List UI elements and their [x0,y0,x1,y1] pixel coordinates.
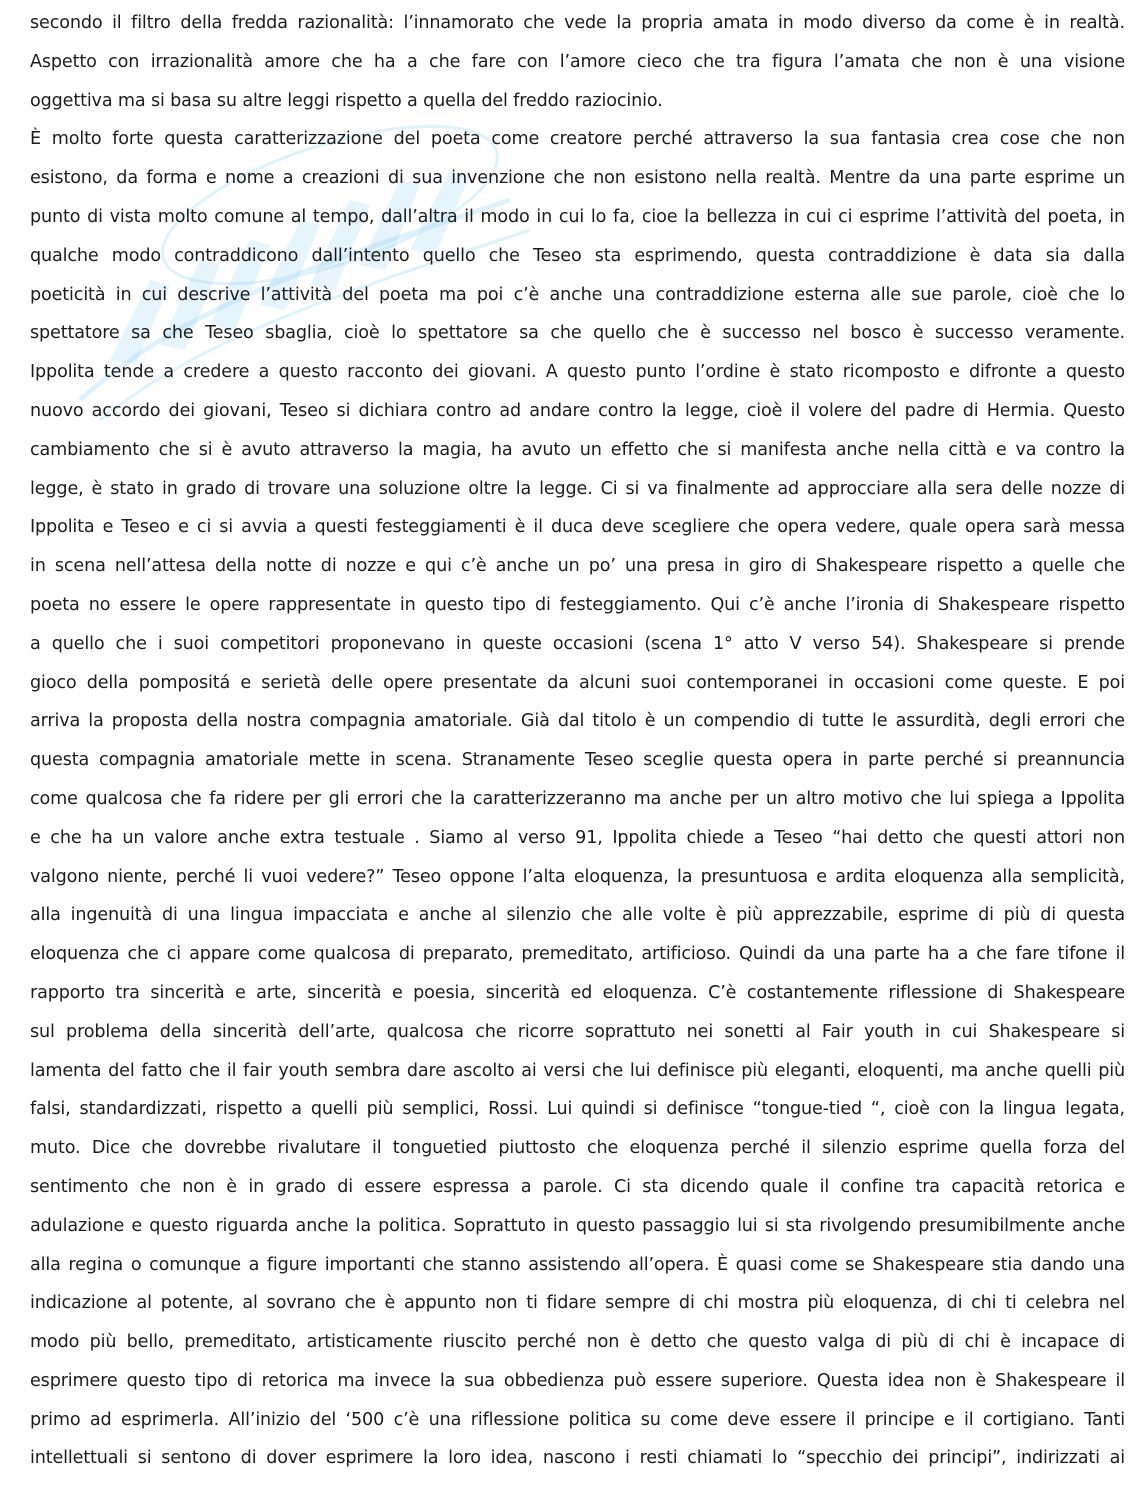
text-line: valgono niente, perché li vuoi vedere?” Teseo oppone l’alta eloquenza, la presuntuosa e ardita eloquenza alla semplicità, [30,866,1125,887]
text-line: rapporto tra sincerità e arte, sincerità e poesia, sincerità ed eloquenza. C’è costantemente riflessione di Shakespeare [30,982,1125,1003]
text-line: nuovo accordo dei giovani, Teseo si dichiara contro ad andare contro la legge, cioè il volere del padre di Hermia. Questo [30,400,1125,421]
text-line: muto. Dice che dovrebbe rivalutare il tonguetied piuttosto che eloquenza perché il silenzio esprime quella forza del [30,1138,1125,1159]
text-line: secondo il filtro della fredda razionalità: l’innamorato che vede la propria amata in modo diverso da come è in realtà. [30,13,1125,33]
text-line: a quello che i suoi competitori proponevano in queste occasioni (scena 1° atto V verso 54). Shakespeare si prende [30,633,1125,654]
text-line: poeticità in cui descrive l’attività del poeta ma poi c’è anche una contraddizione esterna alle sue parole, cioè che lo [30,284,1125,305]
text-line: Aspetto con irrazionalità amore che ha a che fare con l’amore cieco che tra figura l’amata che non è una visione [30,51,1125,72]
text-line: alla ingenuità di una lingua impacciata e anche al silenzio che alle volte è più apprezzabile, esprime di più di questa [30,905,1125,926]
text-line: eloquenza che ci appare come qualcosa di preparato, premeditato, artificioso. Quindi da una parte ha a che fare tifone il [30,944,1125,965]
text-line: gioco della pompositá e serietà delle opere presentate da alcuni suoi contemporanei in occasioni come queste. E poi [30,672,1125,693]
text-line: come qualcosa che fa ridere per gli errori che la caratterizzeranno ma anche per un altro motivo che lui spiega a Ippolita [30,788,1125,809]
text-line: lamenta del fatto che il fair youth sembra dare ascolto ai versi che lui definisce più eleganti, eloquenti, ma anche quelli più [30,1060,1125,1081]
text-line: intellettuali si sentono di dover esprimere la loro idea, nascono i resti chiamati lo “specchio dei principi”, indirizzati ai [30,1448,1125,1469]
text-line: primo ad esprimerla. All’inizio del ‘500 c’è una riflessione politica su come deve essere il principe e il cortigiano. Tanti [30,1409,1125,1430]
document-body [30,4,1125,1478]
text-line: indicazione al potente, al sovrano che è appunto non ti fidare sempre di chi mostra più eloquenza, di chi ti celebra nel [30,1293,1125,1314]
text-line: Ippolita tende a credere a questo racconto dei giovani. A questo punto l’ordine è stato ricomposto e difronte a questo [30,362,1125,383]
text-line: questa compagnia amatoriale mette in scena. Stranamente Teseo sceglie questa opera in parte perché si preannuncia [30,750,1125,771]
text-line: falsi, standardizzati, rispetto a quelli più semplici, Rossi. Lui quindi si definisce “tongue-tied “, cioè con la lingua legata, [30,1099,1125,1120]
text-line: sul problema della sincerità dell’arte, qualcosa che ricorre soprattuto nei sonetti al Fair youth in cui Shakespeare si [30,1021,1125,1042]
text-line: poeta no essere le opere rappresentate in questo tipo di festeggiamento. Qui c’è anche l’ironia di Shakespeare rispetto [30,594,1125,615]
text-line: È molto forte questa caratterizzazione del poeta come creatore perché attraverso la sua fantasia crea cose che non [30,129,1125,150]
text-line: oggettiva ma si basa su altre leggi rispetto a quella del freddo raziocinio. [30,90,663,111]
text-line: spettatore sa che Teseo sbaglia, cioè lo spettatore sa che quello che è successo nel bosco è successo veramente. [30,323,1125,344]
text-line: esistono, da forma e nome a creazioni di sua invenzione che non esistono nella realtà. Mentre da una parte esprime un [30,168,1125,189]
text-line: e che ha un valore anche extra testuale . Siamo al verso 91, Ippolita chiede a Teseo “hai detto che questi attori non [30,827,1125,848]
text-line: legge, è stato in grado di trovare una soluzione oltre la legge. Ci si va finalmente ad approcciare alla sera delle nozze di [30,478,1125,499]
text-line: in scena nell’attesa della notte di nozze e qui c’è anche un po’ una presa in giro di Shakespeare rispetto a quelle che [30,556,1125,577]
text-line: alla regina o comunque a figure importanti che stanno assistendo all’opera. È quasi come se Shakespeare stia dando una [30,1254,1125,1275]
text-line: Ippolita e Teseo e ci si avvia a questi festeggiamenti è il duca deve scegliere che opera vedere, quale opera sarà messa [30,517,1125,538]
text-line: adulazione e questo riguarda anche la politica. Soprattuto in questo passaggio lui si sta rivolgendo presumibilmente anche [30,1215,1125,1236]
text-line: sentimento che non è in grado di essere espressa a parole. Ci sta dicendo quale il confine tra capacità retorica e [30,1176,1125,1197]
text-line: arriva la proposta della nostra compagnia amatoriale. Già dal titolo è un compendio di tutte le assurdità, degli errori che [30,711,1125,732]
text-line: esprimere questo tipo di retorica ma invece la sua obbedienza può essere superiore. Questa idea non è Shakespeare il [30,1370,1125,1391]
text-line: punto di vista molto comune al tempo, dall’altra il modo in cui lo fa, cioe la bellezza in cui ci esprime l’attività del poeta, in [30,206,1125,227]
text-line: modo più bello, premeditato, artisticamente riuscito perché non è detto che questo valga di più di chi è incapace di [30,1332,1125,1353]
text-line: cambiamento che si è avuto attraverso la magia, ha avuto un effetto che si manifesta anche nella città e va contro la [30,439,1125,460]
text-line: qualche modo contraddicono dall’intento quello che Teseo sta esprimendo, questa contraddizione è data sia dalla [30,245,1125,266]
